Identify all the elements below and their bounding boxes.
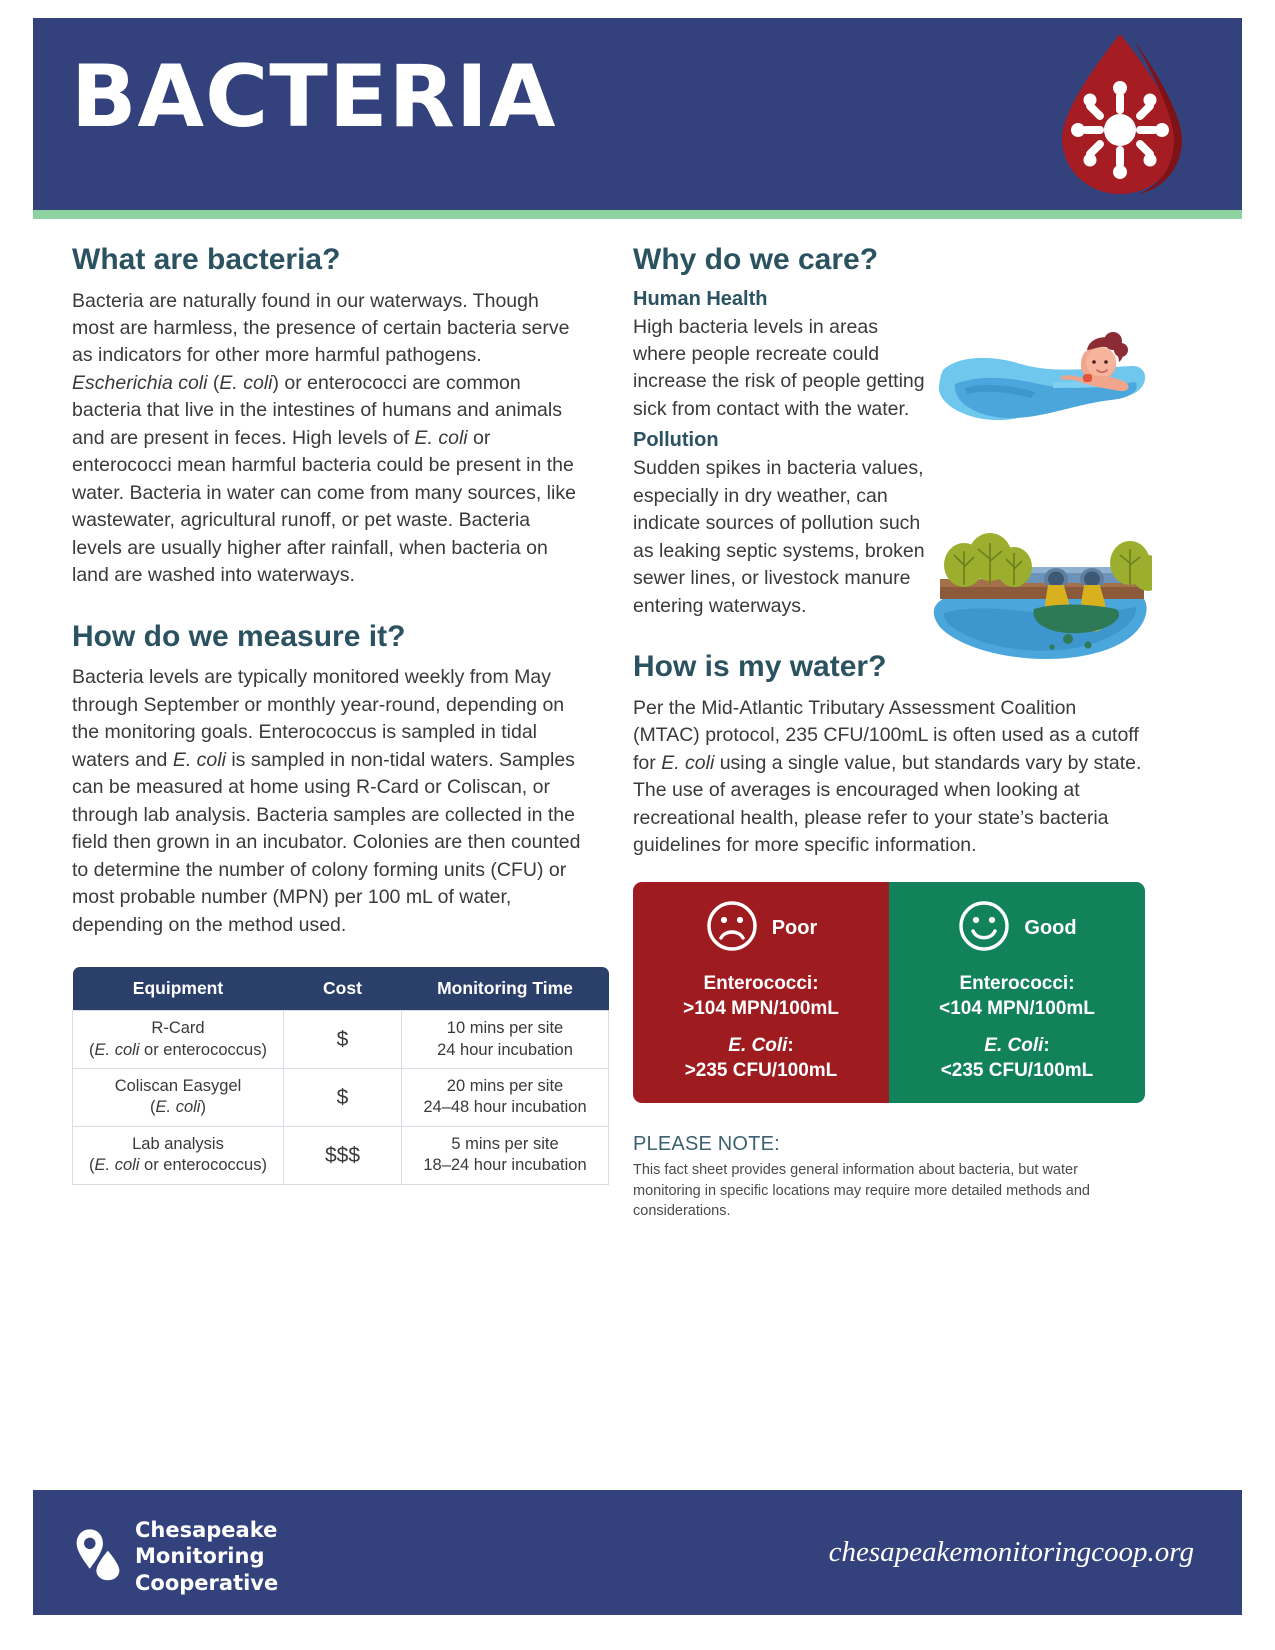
cell-monitoring-time xyxy=(402,1069,609,1127)
equipment-name: Coliscan Easygel xyxy=(114,1077,242,1096)
text-run-italic: E. coli xyxy=(94,1040,140,1059)
text-run: or enterococci mean harmful bacteria could be present in the water. Bacteria in water can come from many sources, like wastewater, agricultural runoff, or pet waste. Bacteria levels are usually higher after rainfall, when bacteria on land are washed into waterways. xyxy=(72,426,576,587)
left-column xyxy=(72,243,587,1185)
text-run-italic: Escherichia coli xyxy=(72,371,208,394)
heading-why-do-we-care: Why do we care? xyxy=(633,243,879,276)
please-note-body: This fact sheet provides general information about bacteria, but water monitoring in specific locations may require more detailed methods and considerations. xyxy=(633,1162,1090,1220)
equipment-name: R-Card xyxy=(151,1019,205,1038)
cell-equipment xyxy=(73,1126,284,1184)
cell-cost: $ xyxy=(284,1011,402,1069)
page-footer xyxy=(33,1490,1242,1615)
status-poor-header xyxy=(641,899,881,958)
text-run: or enterococcus) xyxy=(139,1040,267,1059)
metric-value: >104 MPN/100mL xyxy=(683,997,839,1019)
bacteria-droplet-icon xyxy=(1050,30,1190,200)
text-run-italic: E. coli xyxy=(172,748,226,771)
metric-name: E. Coli xyxy=(984,1034,1044,1056)
status-box-poor xyxy=(633,882,889,1103)
right-column xyxy=(633,243,1148,1222)
metric-value: >235 CFU/100mL xyxy=(684,1059,838,1081)
time-line-1: 20 mins per site xyxy=(446,1077,564,1096)
equipment-table xyxy=(72,967,609,1185)
column-header-cost: Cost xyxy=(284,967,402,1011)
time-line-1: 10 mins per site xyxy=(446,1019,564,1038)
equipment-table-wrapper xyxy=(72,967,587,1185)
text-run: ( xyxy=(207,371,220,394)
table-body xyxy=(73,1011,609,1185)
text-run: or enterococcus) xyxy=(139,1156,267,1175)
status-poor-enterococci xyxy=(641,971,881,1021)
paragraph-pollution: Sudden spikes in bacteria values, especially in dry weather, can indicate sources of pollution such as leaking septic systems, broken sewer lines, or livestock manure entering waterways. xyxy=(633,457,925,617)
status-good-enterococci xyxy=(897,971,1137,1021)
text-run-italic: E. coli xyxy=(94,1156,140,1175)
page-header xyxy=(33,18,1242,210)
heading-human-health: Human Health xyxy=(633,287,768,310)
sad-face-icon xyxy=(705,899,759,958)
accent-bar xyxy=(33,210,1242,219)
cell-cost: $$$ xyxy=(284,1126,402,1184)
text-run: using a single value, but standards vary by state. The use of averages is encouraged when looking at recreational health, please refer to your state’s bacteria guidelines for more specific information. xyxy=(633,751,1142,857)
heading-how-is-my-water: How is my water? xyxy=(633,650,887,684)
status-box-good xyxy=(889,882,1145,1103)
text-run: ) or enterococci are common bacteria that live in the intestines of humans and animals and are present in feces. High levels of xyxy=(72,371,562,449)
time-line-2: 24–48 hour incubation xyxy=(423,1098,587,1117)
heading-what-are-bacteria: What are bacteria? xyxy=(72,243,341,276)
metric-name: Enterococci: xyxy=(959,972,1075,994)
cell-equipment xyxy=(73,1011,284,1069)
text-run-italic: E. coli xyxy=(661,751,715,774)
text-run: is sampled in non-tidal waters. Samples can be measured at home using R-Card or Coliscan, or through lab analysis. Bacteria samples are collected in the field then grown in an incubator. Colonies are then counted to determine the number of colony forming units (CFU) or most probable number (MPN) per 100 mL of water, depending on the method used. xyxy=(72,748,581,936)
status-good-header xyxy=(897,899,1137,958)
table-header-row xyxy=(73,967,609,1011)
table-header xyxy=(73,967,609,1011)
cell-monitoring-time xyxy=(402,1011,609,1069)
metric-name: Enterococci: xyxy=(703,972,819,994)
pipe-outfall-pollution-illustration xyxy=(930,533,1152,668)
heading-pollution: Pollution xyxy=(633,429,719,452)
status-poor-ecoli xyxy=(641,1033,881,1083)
equipment-name: Lab analysis xyxy=(132,1134,224,1153)
text-run: ( xyxy=(89,1040,95,1059)
column-header-equipment: Equipment xyxy=(73,967,284,1011)
metric-value: <104 MPN/100mL xyxy=(939,997,1095,1019)
table-row xyxy=(73,1011,609,1069)
text-run: ) xyxy=(200,1098,206,1117)
org-line-2: Monitoring xyxy=(135,1544,265,1569)
cell-cost: $ xyxy=(284,1069,402,1127)
paragraph-how-is-my-water xyxy=(633,695,1148,860)
status-poor-label: Poor xyxy=(771,916,818,939)
org-line-1: Chesapeake xyxy=(135,1518,278,1542)
swimmer-in-water-illustration xyxy=(935,326,1151,443)
metric-value: <235 CFU/100mL xyxy=(940,1059,1094,1081)
water-quality-status-boxes xyxy=(633,882,1145,1103)
text-run-italic: E. coli xyxy=(219,371,273,394)
status-good-ecoli xyxy=(897,1033,1137,1083)
time-line-1: 5 mins per site xyxy=(451,1134,559,1153)
cell-monitoring-time xyxy=(402,1126,609,1184)
metric-name-suffix: : xyxy=(1043,1034,1050,1056)
status-good-label: Good xyxy=(1024,916,1077,939)
metric-name-suffix: : xyxy=(787,1034,794,1056)
org-line-3: Cooperative xyxy=(135,1570,279,1595)
table-row xyxy=(73,1069,609,1127)
page-title: BACTERIA xyxy=(71,47,557,147)
paragraph-what-are-bacteria xyxy=(72,288,584,590)
time-line-2: 18–24 hour incubation xyxy=(423,1156,587,1175)
metric-name: E. Coli xyxy=(728,1034,788,1056)
text-run: Bacteria levels are typically monitored weekly from May through September or monthly year-round, depending on the monitoring goals. Enterococcus is sampled in tidal waters and xyxy=(72,666,565,771)
heading-how-do-we-measure-it: How do we measure it? xyxy=(72,619,406,653)
cell-equipment xyxy=(73,1069,284,1127)
organization-website-url[interactable]: chesapeakemonitoringcoop.org xyxy=(828,1536,1194,1568)
text-run: Per the Mid-Atlantic Tributary Assessment Coalition (MTAC) protocol, 235 CFU/100mL is often used as a cutoff for xyxy=(633,696,1139,774)
column-header-monitoring-time: Monitoring Time xyxy=(402,967,609,1011)
text-run: ( xyxy=(89,1156,95,1175)
table-row xyxy=(73,1126,609,1184)
time-line-2: 24 hour incubation xyxy=(437,1040,573,1059)
text-run-italic: E. coli xyxy=(414,426,468,449)
text-run-italic: E. coli xyxy=(155,1098,201,1117)
organization-name xyxy=(135,1517,278,1596)
paragraph-how-do-we-measure-it xyxy=(72,664,584,939)
text-run: Bacteria are naturally found in our waterways. Though most are harmless, the presence of certain bacteria serve as indicators for other more harmful pathogens. xyxy=(72,289,570,367)
paragraph-human-health: High bacteria levels in areas where people recreate could increase the risk of people getting sick from contact with the water. xyxy=(633,315,925,420)
map-pin-droplet-logo xyxy=(75,1527,121,1586)
please-note-heading: PLEASE NOTE: xyxy=(633,1133,780,1156)
organization-logo xyxy=(75,1517,278,1596)
text-run: ( xyxy=(150,1098,156,1117)
happy-face-icon xyxy=(957,899,1011,958)
